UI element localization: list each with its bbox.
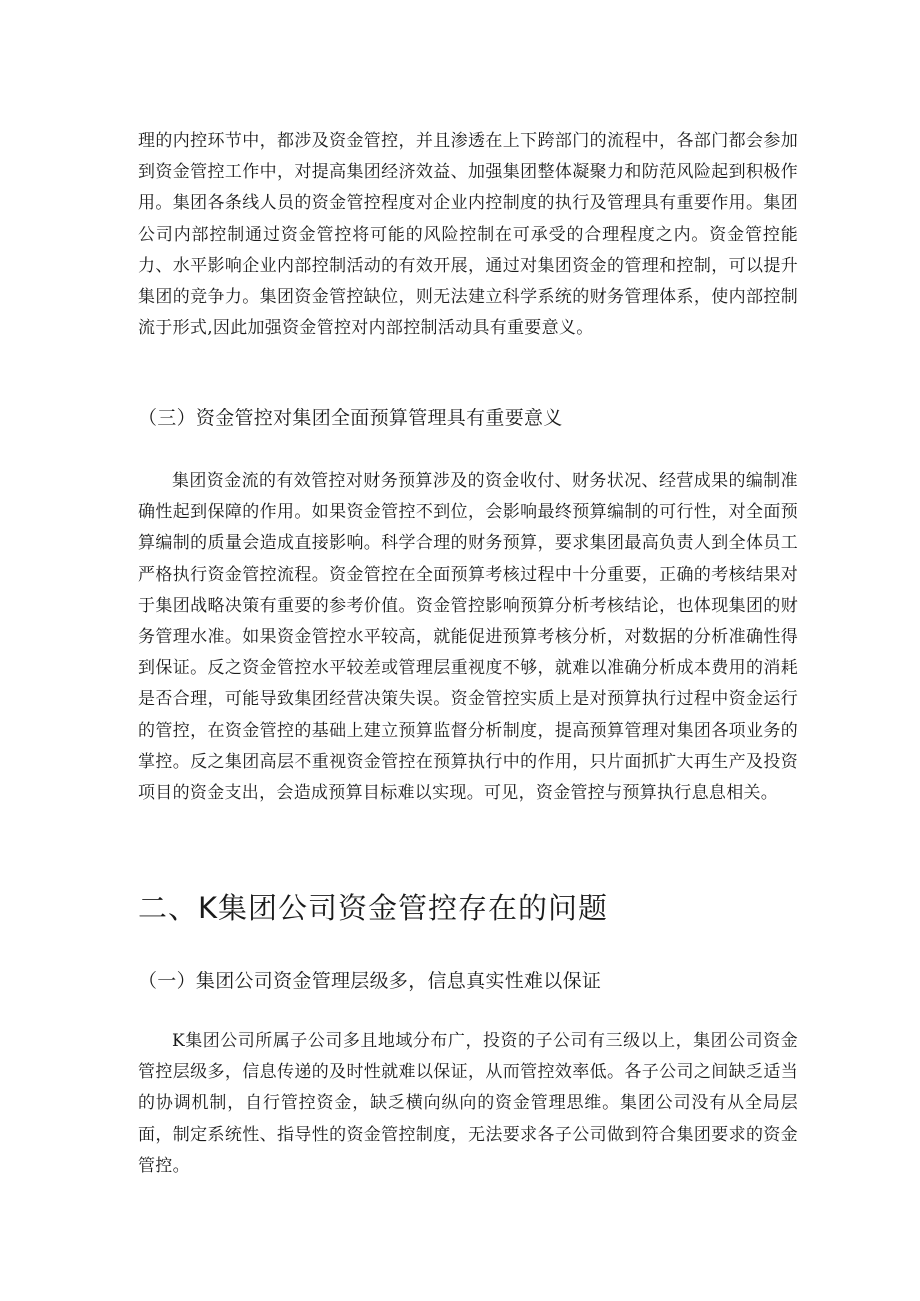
paragraph-management-levels: K集团公司所属子公司多且地域分布广，投资的子公司有三级以上，集团公司资金管控层级多，信息传递的及时性就难以保证，从而管控效率低。各子公司之间缺乏适当的协调机制，自行管控资金，缺乏横向纵向的资金管理思维。集团公司没有从全局层面，制定系统性、指导性的资金管控制度，无法要求各子公司做到符合集团要求的资金管控。 (138, 1031, 798, 1176)
section-heading-management-levels: （一）集团公司资金管理层级多，信息真实性难以保证 (138, 970, 602, 992)
paragraph-budget-management: 集团资金流的有效管控对财务预算涉及的资金收付、财务状况、经营成果的编制准确性起到保障的作用。如果资金管控不到位，会影响最终预算编制的可行性，对全面预算编制的质量会造成直接影响。科学合理的财务预算，要求集团最高负责人到全体员工严格执行资金管控流程。资金管控在全面预算考核过程中十分重要，正确的考核结果对于集团战略决策有重要的参考价值。资金管控影响预算分析考核结论，也体现集团的财务管理水准。如果资金管控水平较高，就能促进预算考核分析，对数据的分析准确性得到保证。反之资金管控水平较差或管理层重视度不够，就难以准确分析成本费用的消耗是否合理，可能导致集团经营决策失误。资金管控实质上是对预算执行过程中资金运行的管控，在资金管控的基础上建立预算监督分析制度，提高预算管理对集团各项业务的掌控。反之集团高层不重视资金管控在预算执行中的作用，只片面抓扩大再生产及投资项目的资金支出，会造成预算目标难以实现。可见，资金管控与预算执行息息相关。 (138, 471, 798, 804)
paragraph-internal-control: 理的内控环节中，都涉及资金管控，并且渗透在上下跨部门的流程中，各部门都会参加到资金管控工作中，对提高集团经济效益、加强集团整体凝聚力和防范风险起到积极作用。集团各条线人员的资金管控程度对企业内控制度的执行及管理具有重要作用。集团公司内部控制通过资金管控将可能的风险控制在可承受的合理程度之内。资金管控能力、水平影响企业内部控制活动的有效开展，通过对集团资金的管理和控制，可以提升集团的竞争力。集团资金管控缺位，则无法建立科学系统的财务管理体系，使内部控制流于形式,因此加强资金管控对内部控制活动具有重要意义。 (138, 131, 798, 339)
section-heading-budget-management: （三）资金管控对集团全面预算管理具有重要意义 (138, 407, 563, 429)
chapter-heading-problems: 二、K集团公司资金管控存在的问题 (138, 891, 609, 925)
